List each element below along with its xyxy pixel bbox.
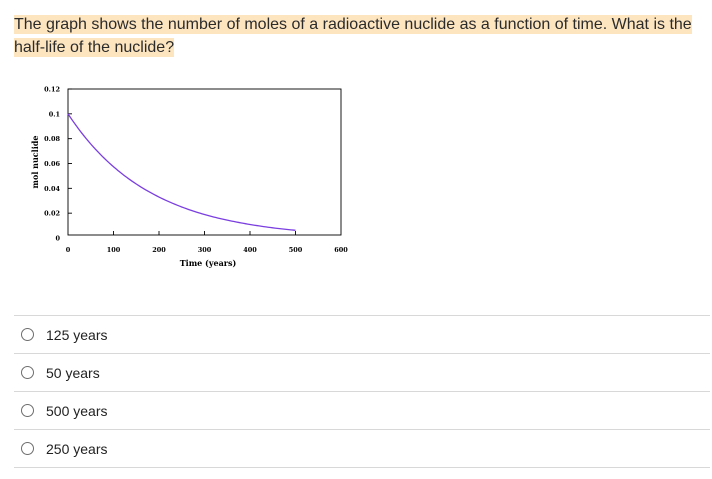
y-tick-label: 0.08 — [44, 135, 60, 144]
option-label: 50 years — [46, 364, 100, 381]
option-label: 250 years — [46, 440, 108, 457]
option-500-years[interactable] — [14, 392, 710, 430]
question-line-2: half-life of the nuclide? — [14, 39, 175, 56]
question-line-1: The graph shows the number of moles of a radioactive nuclide as a function of time. What is the — [14, 16, 692, 33]
y-tick-label: 0 — [55, 234, 60, 243]
x-tick-label: 200 — [152, 246, 166, 254]
y-tick-label: 0.1 — [48, 110, 60, 119]
decay-graph — [0, 75, 360, 280]
x-tick-label: 300 — [197, 246, 212, 254]
x-tick-label: 100 — [106, 246, 121, 254]
radio-button[interactable] — [21, 442, 34, 455]
radio-button[interactable] — [21, 404, 34, 417]
y-tick-label: 0.04 — [44, 184, 60, 193]
x-tick-label: 0 — [65, 246, 71, 254]
radio-button[interactable] — [21, 328, 34, 341]
question-text — [14, 13, 704, 59]
answer-options — [14, 315, 710, 468]
option-250-years[interactable] — [14, 430, 710, 468]
x-axis-label: Time (years) — [179, 258, 237, 268]
x-tick-label: 600 — [334, 246, 348, 254]
radio-button[interactable] — [21, 366, 34, 379]
x-tick-label: 500 — [288, 246, 303, 254]
option-50-years[interactable] — [14, 354, 710, 392]
y-tick-label: 0.12 — [44, 85, 60, 94]
y-axis-label: mol nuclide — [30, 135, 40, 189]
y-tick-label: 0.06 — [44, 160, 60, 168]
option-label: 500 years — [46, 402, 108, 419]
decay-chart-svg — [0, 75, 360, 275]
y-tick-label: 0.02 — [44, 209, 60, 218]
x-tick-label: 400 — [243, 246, 257, 254]
option-label: 125 years — [46, 326, 108, 343]
option-125-years[interactable] — [14, 316, 710, 354]
